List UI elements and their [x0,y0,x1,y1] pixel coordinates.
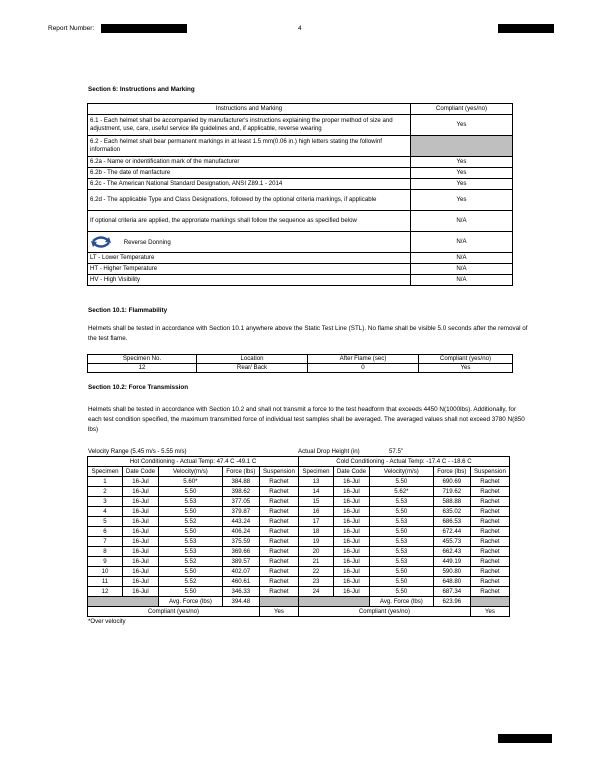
table-cell: 16-Jul [122,487,158,497]
table-row [88,487,510,497]
table-cell: 22 [298,567,333,577]
table-cell: Rachet [470,567,509,577]
table-cell: 402.07 [222,567,259,577]
drop-height-label: Actual Drop Height (in) [298,448,360,455]
column-header: Force (lbs) [433,467,470,477]
table-row [88,517,510,527]
section10-2-paragraph: Helmets shall be tested in accordance with Section 10.2 and shall not transmit a force to the test headform that exceeds 4450 N(1000lbs). Additionally, for each test condition specified, the maximum transmitted force of individual test samples shall be averaged. The averaged values shall not exceed 3780 N(850 lbs) [88,406,525,433]
table-row [88,497,510,507]
table-cell: 16-Jul [333,577,369,587]
table-cell: 16-Jul [333,587,369,597]
redaction-block [498,734,552,743]
report-number-label: Report Number: [48,25,95,32]
table-cell: 690.69 [433,477,470,487]
table-cell: 15 [298,497,333,507]
table-cell: Rachet [259,567,298,577]
table-cell: 379.87 [222,507,259,517]
shaded-cell [470,597,509,607]
table-cell: 2 [88,487,123,497]
row-text: 6.2a - Name or indentification mark of the manufacturer [88,157,411,168]
compliant-label: Compliant (yes/no) [88,607,260,617]
reverse-arrows-icon [90,235,112,249]
table-cell: 5.50 [159,527,223,537]
row-value-shaded [411,136,513,157]
table-row [88,577,510,587]
table-cell: 406.24 [222,527,259,537]
table-cell: 16-Jul [122,567,158,577]
table-cell: 5 [88,517,123,527]
table-cell: 16-Jul [122,527,158,537]
column-header: Date Code [333,467,369,477]
table-cell: 19 [298,537,333,547]
table-cell: 588.88 [433,497,470,507]
table-cell: 5.50 [369,577,433,587]
table-cell: 662.43 [433,547,470,557]
table-cell: 16-Jul [333,527,369,537]
table-cell: 20 [298,547,333,557]
col-header-instructions: Instructions and Marking [88,104,411,115]
row-value: Yes [411,190,513,211]
cell: 0 [308,364,419,373]
row-value: N/A [411,211,513,232]
cell: Yes [419,364,513,373]
redaction-block [101,24,187,33]
table-cell: 9 [88,557,123,567]
column-header: Specimen [298,467,333,477]
table-cell: 398.62 [222,487,259,497]
table-cell: Rachet [470,507,509,517]
table-cell: 16-Jul [333,477,369,487]
table-cell: 21 [298,557,333,567]
table-row [88,567,510,577]
table-cell: 460.61 [222,577,259,587]
table-cell: 3 [88,497,123,507]
col-header: Specimen No. [88,355,197,364]
section10-1-paragraph: Helmets shall be tested in accordance with Section 10.1 anywhere above the Static Test Line (STL). No flame shall be visible 5.0 seconds after the removal of the test flame. [88,325,528,342]
row-text: 6.2b - The date of manfacture [88,168,411,179]
drop-height-value: 57.5" [389,448,404,455]
table-cell: 16-Jul [333,537,369,547]
table-cell: Rachet [470,577,509,587]
section6-title: Section 6: Instructions and Marking [88,86,195,93]
row-value: N/A [411,232,513,253]
table-cell: 375.59 [222,537,259,547]
table-row [88,537,510,547]
table-cell: Rachet [259,577,298,587]
table-cell: 16-Jul [122,557,158,567]
column-header-row [88,467,510,477]
column-header: Force (lbs) [222,467,259,477]
table-cell: 686.53 [433,517,470,527]
instructions-table [87,103,513,286]
table-cell: 455.73 [433,537,470,547]
row-value: N/A [411,264,513,275]
table-cell: 16-Jul [122,507,158,517]
table-cell: Rachet [470,517,509,527]
table-cell: 24 [298,587,333,597]
shaded-cell [88,597,159,607]
table-cell: 4 [88,507,123,517]
table-cell: 5.52 [159,517,223,527]
table-row [88,507,510,517]
table-cell: 8 [88,547,123,557]
table-row [88,527,510,537]
table-cell: 5.53 [159,547,223,557]
table-cell: 5.50 [159,567,223,577]
table-cell: Rachet [259,497,298,507]
column-header: Date Code [122,467,158,477]
table-cell: Rachet [259,587,298,597]
table-cell: Rachet [470,477,509,487]
table-cell: 7 [88,537,123,547]
row-text: 6.2 - Each helmet shall bear permanent markings in at least 1.5 mm(0.06 in.) high letters stating the followinf information [88,136,411,157]
cold-conditioning-header: Cold Conditioning - Actual Temp: -17.4 C - -18.6 C [298,457,509,467]
reverse-donning-cell [88,232,411,253]
table-cell: 719.62 [433,487,470,497]
hot-compliant: Yes [259,607,298,617]
table-cell: 16-Jul [333,547,369,557]
table-cell: 16-Jul [333,557,369,567]
row-value: Yes [411,157,513,168]
cell: 12 [88,364,197,373]
table-cell: Rachet [470,497,509,507]
table-cell: 16-Jul [333,507,369,517]
table-cell: 5.50 [369,587,433,597]
table-cell: 12 [88,587,123,597]
table-cell: 369.66 [222,547,259,557]
section10-1-title: Section 10.1: Flammability [88,307,168,314]
table-cell: 11 [88,577,123,587]
cold-compliant: Yes [470,607,509,617]
redaction-block [498,24,554,33]
table-cell: 16-Jul [122,587,158,597]
hot-conditioning-header: Hot Conditioning - Actual Temp: 47.4 C -49.1 C [88,457,299,467]
col-header: After Flame (sec) [308,355,419,364]
row-text: 6.2d - The applicable Type and Class Designations, followed by the optional criteria markings, if applicable [88,190,411,211]
table-cell: Rachet [470,527,509,537]
table-cell: 5.53 [369,547,433,557]
row-text: LT - Lower Temperature [88,253,411,264]
table-cell: 449.19 [433,557,470,567]
column-header: Suspension [259,467,298,477]
table-cell: 5.50 [369,527,433,537]
table-cell: Rachet [259,517,298,527]
table-cell: Rachet [470,537,509,547]
column-header: Specimen [88,467,123,477]
flammability-table [87,354,513,373]
table-cell: 5.50 [159,507,223,517]
table-cell: 5.62* [369,487,433,497]
table-cell: 16-Jul [122,537,158,547]
table-row [88,587,510,597]
row-value: N/A [411,275,513,286]
table-cell: 17 [298,517,333,527]
table-row [88,477,510,487]
table-cell: 5.50 [369,477,433,487]
avg-force-label: Avg. Force (lbs) [159,597,223,607]
table-cell: 672.44 [433,527,470,537]
table-cell: Rachet [470,547,509,557]
table-cell: 5.50 [159,487,223,497]
row-text: If optional criteria are applied, the approriate markings shall follow the sequence as specified below [88,211,411,232]
hot-avg-force: 394.48 [222,597,259,607]
table-cell: 5.53 [369,537,433,547]
table-cell: 5.53 [369,497,433,507]
row-text: 6.2c - The American National Standard Designation, ANSI Z89.1 - 2014 [88,179,411,190]
table-cell: 16-Jul [122,477,158,487]
table-cell: Rachet [259,487,298,497]
row-value: N/A [411,253,513,264]
table-cell: 16-Jul [333,517,369,527]
table-cell: 16-Jul [333,567,369,577]
col-header: Compliant (yes/no) [419,355,513,364]
table-row [88,557,510,567]
table-cell: 389.57 [222,557,259,567]
compliant-label: Compliant (yes/no) [298,607,470,617]
table-cell: 5.50 [159,587,223,597]
footnote: *Over velocity [88,618,126,625]
table-cell: 590.80 [433,567,470,577]
section10-2-title: Section 10.2: Force Transmission [88,384,189,391]
table-cell: 13 [298,477,333,487]
table-cell: 16-Jul [333,497,369,507]
row-text: HT - Higher Temperature [88,264,411,275]
cell: Rear/ Back [197,364,308,373]
table-cell: Rachet [470,587,509,597]
table-cell: Rachet [470,487,509,497]
cold-avg-force: 623.96 [433,597,470,607]
table-cell: 16-Jul [333,487,369,497]
table-cell: Rachet [470,557,509,567]
table-cell: Rachet [259,537,298,547]
table-cell: 1 [88,477,123,487]
row-value: Yes [411,168,513,179]
table-row [88,547,510,557]
table-cell: 23 [298,577,333,587]
table-cell: 384.88 [222,477,259,487]
table-cell: 5.53 [159,497,223,507]
shaded-cell [259,597,298,607]
table-cell: 443.24 [222,517,259,527]
column-header: Suspension [470,467,509,477]
table-cell: 18 [298,527,333,537]
table-cell: 377.05 [222,497,259,507]
page-number: 4 [298,25,302,32]
table-cell: 5.53 [369,557,433,567]
table-cell: 10 [88,567,123,577]
table-cell: 16-Jul [122,577,158,587]
table-cell: Rachet [259,507,298,517]
column-header: Velocity(m/s) [159,467,223,477]
table-cell: 16 [298,507,333,517]
col-header: Location [197,355,308,364]
table-cell: 5.52 [159,577,223,587]
table-cell: Rachet [259,557,298,567]
force-table-body [88,477,510,597]
table-cell: 635.02 [433,507,470,517]
table-cell: 648.80 [433,577,470,587]
table-cell: 16-Jul [122,547,158,557]
table-cell: 14 [298,487,333,497]
col-header-compliant: Compliant (yes/no) [411,104,513,115]
table-cell: 6 [88,527,123,537]
velocity-range: Velocity Range (5.45 m/s - 5.55 m/s) [88,448,187,455]
table-cell: 16-Jul [122,497,158,507]
table-cell: Rachet [259,547,298,557]
force-transmission-table [87,456,510,617]
table-cell: 5.52 [159,557,223,567]
row-text: HV - High Visibility [88,275,411,286]
reverse-donning-label: Reverse Donning [123,238,171,246]
table-cell: 16-Jul [122,517,158,527]
table-cell: 346.33 [222,587,259,597]
avg-force-label: Avg. Force (lbs) [369,597,433,607]
table-cell: 5.53 [159,537,223,547]
table-cell: Rachet [259,527,298,537]
shaded-cell [298,597,369,607]
table-cell: 5.50 [369,567,433,577]
row-text: 6.1 - Each helmet shall be accompanied by manufacturer's instructions explaining the proper method of size and adjustment, use, care, useful service life guidelines and, if applicable, reverse wearing [88,115,411,136]
table-cell: 5.53 [369,517,433,527]
row-value: Yes [411,115,513,136]
row-value: Yes [411,179,513,190]
table-cell: 5.60* [159,477,223,487]
table-cell: 5.50 [369,507,433,517]
table-cell: 687.34 [433,587,470,597]
table-cell: Rachet [259,477,298,487]
column-header: Velocity(m/s) [369,467,433,477]
